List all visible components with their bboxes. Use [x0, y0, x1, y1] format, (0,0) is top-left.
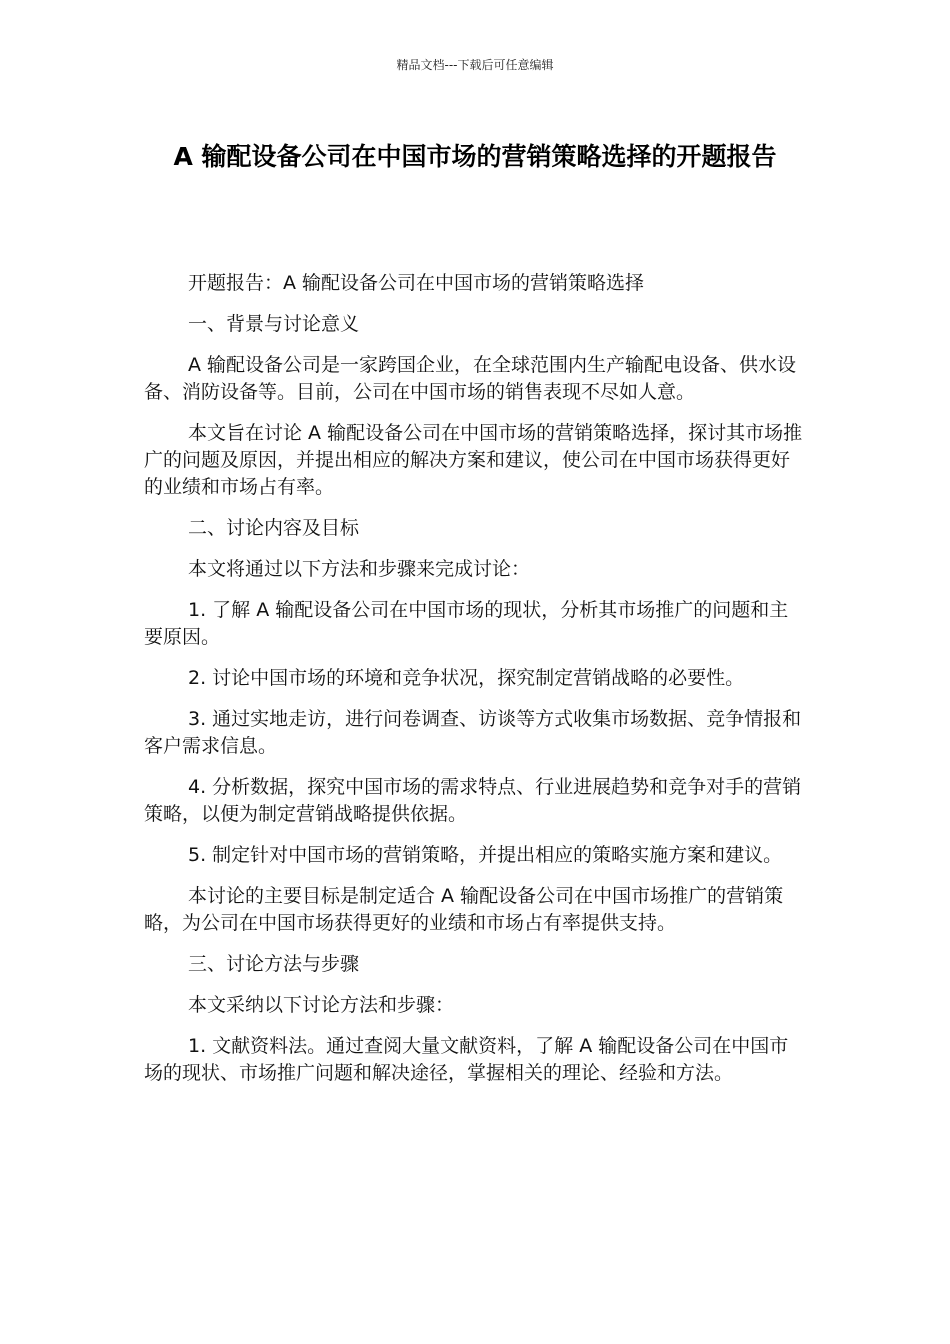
paragraph: 本讨论的主要目标是制定适合 A 输配设备公司在中国市场推广的营销策略，为公司在中国市场获得更好的业绩和市场占有率提供支持。: [144, 885, 784, 934]
paragraph-subtitle: 开题报告：A 输配设备公司在中国市场的营销策略选择: [188, 272, 645, 294]
document-body: [144, 270, 804, 1101]
section-heading-methods: 三、讨论方法与步骤: [188, 953, 360, 975]
list-item: 2. 讨论中国市场的环境和竞争状况，探究制定营销战略的必要性。: [188, 667, 745, 689]
list-item: 3. 通过实地走访，进行问卷调查、访谈等方式收集市场数据、竞争情报和客户需求信息。: [144, 708, 802, 757]
section-heading-background: 一、背景与讨论意义: [188, 313, 360, 335]
paragraph: 本文采纳以下讨论方法和步骤：: [188, 994, 455, 1016]
section-heading-content: 二、讨论内容及目标: [188, 517, 360, 539]
paragraph: A 输配设备公司是一家跨国企业，在全球范围内生产输配电设备、供水设备、消防设备等。目前，公司在中国市场的销售表现不尽如人意。: [144, 354, 797, 403]
page-header: 精品文档---下载后可任意编辑: [396, 58, 554, 72]
list-item: 4. 分析数据，探究中国市场的需求特点、行业进展趋势和竞争对手的营销策略，以便为制定营销战略提供依据。: [144, 776, 802, 825]
paragraph: 本文将通过以下方法和步骤来完成讨论：: [188, 558, 531, 580]
document-title: A 输配设备公司在中国市场的营销策略选择的开题报告: [173, 142, 777, 171]
list-item: 1. 了解 A 输配设备公司在中国市场的现状，分析其市场推广的问题和主要原因。: [144, 599, 789, 648]
paragraph: 本文旨在讨论 A 输配设备公司在中国市场的营销策略选择，探讨其市场推广的问题及原因，并提出相应的解决方案和建议，使公司在中国市场获得更好的业绩和市场占有率。: [144, 422, 803, 498]
list-item: 5. 制定针对中国市场的营销策略，并提出相应的策略实施方案和建议。: [188, 844, 783, 866]
list-item: 1. 文献资料法。通过查阅大量文献资料，了解 A 输配设备公司在中国市场的现状、市场推广问题和解决途径，掌握相关的理论、经验和方法。: [144, 1035, 789, 1084]
